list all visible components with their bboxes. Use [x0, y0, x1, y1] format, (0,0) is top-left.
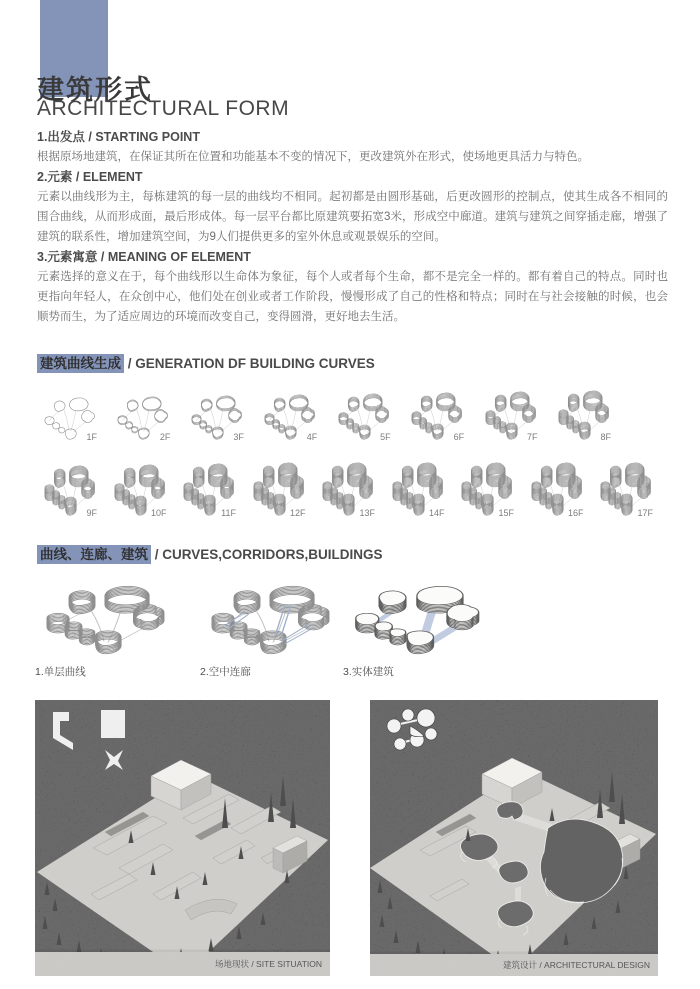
diagram-aerial-corridors	[200, 577, 350, 679]
floor-label: 15F	[498, 508, 514, 518]
page-title-en: ARCHITECTURAL FORM	[37, 97, 290, 120]
floor-diagram-16f	[524, 460, 590, 524]
floor-diagram-10f	[107, 460, 173, 524]
diagram-caption: 1.单层曲线	[35, 666, 86, 678]
floor-label: 4F	[306, 432, 318, 442]
intro-section-heading: 1.出发点 / STARTING POINT	[37, 130, 200, 144]
section-heading-corridors-en: / CURVES,CORRIDORS,BUILDINGS	[154, 547, 383, 562]
floor-label: 11F	[221, 508, 236, 518]
architectural-design-caption: 建筑设计 / ARCHITECTURAL DESIGN	[502, 960, 650, 970]
floor-diagram-14f	[385, 460, 451, 524]
intro-section-body: 元素以曲线形为主，每栋建筑的每一层的曲线均不相同。起初都是由圆形基础，后更改圆形的控制点，使其生成各不相同的围合曲线，从而形成面，最后形成体。每一层平台都比原建筑要拓宽3米，形成空中廊道。建筑与建筑之间穿插走廊，增强了建筑的联系性，增加建筑空间，为9人们提供更多的室外休息或观景娱乐的空间。	[37, 191, 668, 243]
floor-label: 13F	[359, 508, 375, 518]
diagram-aerial-corridors-svg	[200, 577, 350, 661]
floor-label: 10F	[150, 508, 167, 518]
intro-section-heading: 2.元素 / ELEMENT	[37, 170, 143, 184]
floor-diagrams-row-1	[37, 384, 617, 448]
diagram-solid-buildings	[343, 577, 501, 679]
floor-label: 17F	[637, 508, 653, 518]
floor-label: 8F	[600, 432, 611, 442]
floor-label: 2F	[159, 432, 171, 442]
floor-diagram-2f	[110, 384, 176, 448]
architectural-design-image	[370, 700, 658, 981]
floor-diagram-4f	[257, 384, 323, 448]
diagram-single-layer-curves-svg	[35, 577, 185, 661]
floor-diagram-12f	[246, 460, 312, 524]
intro-section-heading: 3.元素寓意 / MEANING OF ELEMENT	[37, 250, 251, 264]
diagram-caption: 3.实体建筑	[343, 666, 394, 678]
floor-diagram-9f	[37, 460, 103, 524]
section-heading-curves-en: / GENERATION DF BUILDING CURVES	[127, 356, 375, 371]
floor-label: 5F	[380, 432, 391, 442]
floor-label: 14F	[428, 508, 445, 518]
section-heading-corridors-zh: 曲线、连廊、建筑	[37, 545, 151, 564]
site-situation-image	[35, 700, 330, 981]
floor-label: 3F	[233, 432, 244, 442]
floor-label: 16F	[567, 508, 584, 518]
floor-diagram-6f	[404, 384, 470, 448]
floor-diagram-1f	[37, 384, 103, 448]
floor-label: 12F	[289, 508, 306, 518]
floor-diagrams-row-2	[37, 460, 659, 524]
floor-diagram-7f	[478, 384, 544, 448]
floor-diagram-3f	[184, 384, 250, 448]
floor-label: 7F	[527, 432, 538, 442]
page-title-zh: 建筑形式	[37, 75, 153, 105]
floor-diagram-15f	[454, 460, 520, 524]
intro-section-body: 元素选择的意义在于，每个曲线形以生命体为象征，每个人或者每个生命，都不是完全一样的。都有着自己的特点。同时也更指向年轻人，在众创中心，他们处在创业或者工作阶段，慢慢形成了自己的性格和特点；同时在与社会接触的时候，也会顺势而生，为了适应周边的环境而改变自己，变得圆滑，更好地去生活。	[37, 271, 668, 323]
floor-diagram-17f	[593, 460, 659, 524]
diagram-solid-buildings-svg	[343, 577, 501, 661]
site-situation-caption: 场地现状 / SITE SITUATION	[214, 959, 322, 969]
intro-section	[37, 127, 668, 167]
floor-label: 6F	[453, 432, 465, 442]
diagram-single-layer-curves	[35, 577, 185, 679]
section-heading-curves	[37, 352, 375, 372]
floor-diagram-13f	[315, 460, 381, 524]
section-heading-corridors	[37, 543, 383, 563]
section-heading-curves-zh: 建筑曲线生成	[37, 354, 124, 373]
intro-section	[37, 247, 668, 327]
floor-diagram-11f	[176, 460, 242, 524]
site-situation-svg	[35, 700, 330, 976]
intro-section-body: 根据原场地建筑，在保证其所在位置和功能基本不变的情况下，更改建筑外在形式，使场地更具活力与特色。	[37, 151, 589, 163]
floor-diagram-8f	[551, 384, 617, 448]
floor-label: 9F	[86, 508, 97, 518]
floor-diagram-5f	[331, 384, 397, 448]
floor-label: 1F	[86, 432, 97, 442]
architectural-design-svg	[370, 700, 658, 976]
intro-text-block	[37, 127, 668, 327]
diagram-caption: 2.空中连廊	[200, 666, 251, 678]
intro-section	[37, 167, 668, 247]
